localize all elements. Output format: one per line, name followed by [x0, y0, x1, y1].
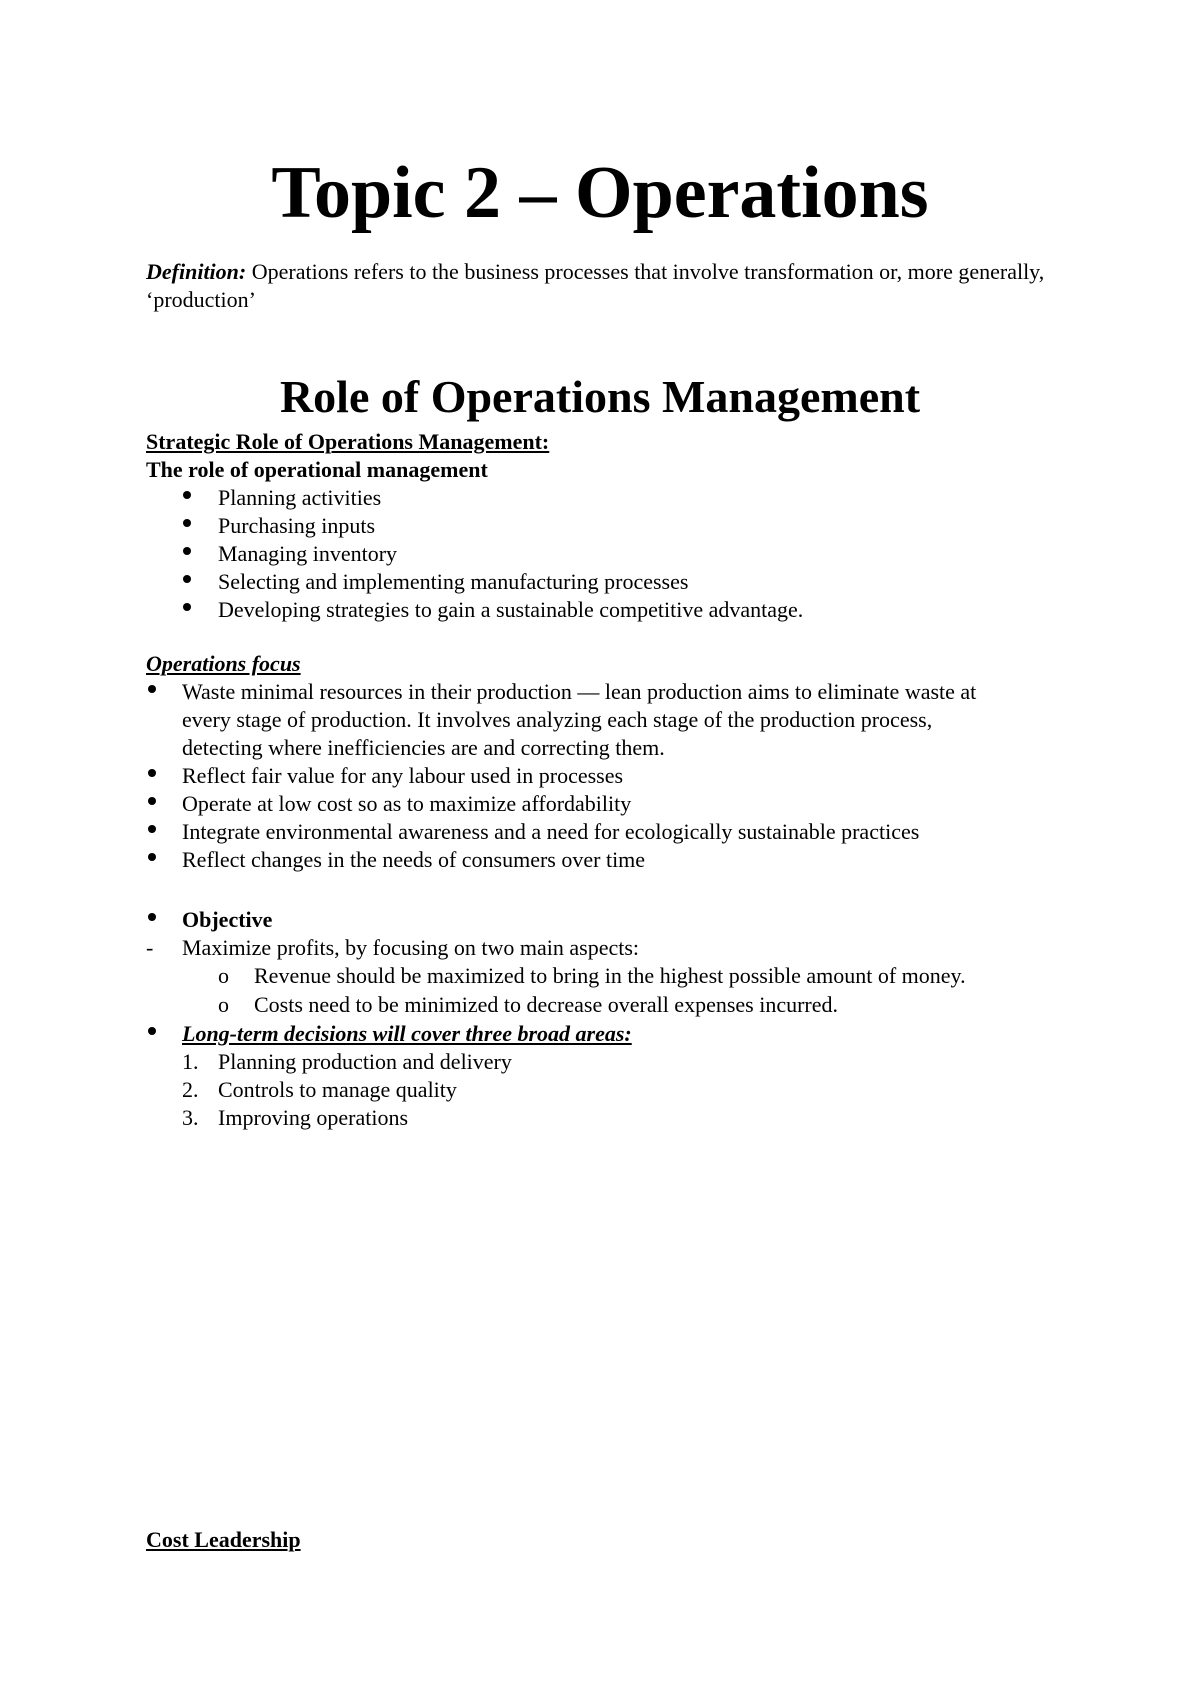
- objective-intro: Maximize profits, by focusing on two main aspects:: [182, 935, 640, 960]
- cost-leadership-heading: Cost Leadership: [146, 1527, 301, 1552]
- list-item-continuation: detecting where inefficiencies are and correcting them.: [182, 735, 665, 760]
- list-item-continuation: every stage of production. It involves analyzing each stage of the production process,: [182, 707, 933, 732]
- bullet-marker: [148, 825, 156, 833]
- objective-label: Objective: [182, 907, 273, 932]
- strategic-heading: Strategic Role of Operations Management:: [146, 429, 550, 454]
- numbered-list-item: Controls to manage quality: [218, 1077, 457, 1102]
- bullet-marker: [148, 1027, 156, 1035]
- list-item: Waste minimal resources in their production — lean production aims to eliminate waste at: [182, 679, 977, 704]
- list-number: 3.: [182, 1105, 199, 1130]
- bullet-marker: [183, 491, 191, 499]
- list-item: Developing strategies to gain a sustainable competitive advantage.: [218, 597, 804, 622]
- list-item: Operate at low cost so as to maximize affordability: [182, 791, 632, 816]
- list-item: Purchasing inputs: [218, 513, 376, 538]
- definition-label: Definition:: [146, 259, 247, 284]
- bullet-marker: [183, 603, 191, 611]
- list-item: Planning activities: [218, 485, 382, 510]
- definition-paragraph: [146, 258, 1076, 314]
- list-item: Reflect fair value for any labour used in processes: [182, 763, 624, 788]
- bullet-marker: [183, 519, 191, 527]
- list-item: Managing inventory: [218, 541, 398, 566]
- sub-bullet-marker: o: [218, 992, 229, 1017]
- list-item: Selecting and implementing manufacturing processes: [218, 569, 689, 594]
- bullet-marker: [183, 547, 191, 555]
- long-term-heading: Long-term decisions will cover three broad areas:: [182, 1021, 632, 1046]
- dash-marker: -: [146, 935, 154, 960]
- numbered-list-item: Planning production and delivery: [218, 1049, 512, 1074]
- bullet-marker: [183, 575, 191, 583]
- sub-list-item: Revenue should be maximized to bring in the highest possible amount of money.: [254, 963, 966, 988]
- bullet-marker: [148, 797, 156, 805]
- section-heading: Role of Operations Management: [279, 371, 921, 422]
- list-number: 2.: [182, 1077, 199, 1102]
- list-number: 1.: [182, 1049, 199, 1074]
- bullet-marker: [148, 913, 156, 921]
- bullet-marker: [148, 685, 156, 693]
- list-item: Reflect changes in the needs of consumers over time: [182, 847, 646, 872]
- focus-heading: Operations focus: [146, 651, 301, 676]
- role-heading: The role of operational management: [146, 457, 488, 482]
- sub-bullet-marker: o: [218, 963, 229, 988]
- definition-text: Operations refers to the business processes that involve transformation or, more generally, ‘production’: [146, 259, 1045, 312]
- numbered-list-item: Improving operations: [218, 1105, 409, 1130]
- bullet-marker: [148, 769, 156, 777]
- bullet-marker: [148, 853, 156, 861]
- sub-list-item: Costs need to be minimized to decrease overall expenses incurred.: [254, 992, 839, 1017]
- list-item: Integrate environmental awareness and a need for ecologically sustainable practices: [182, 819, 920, 844]
- page-title: Topic 2 – Operations: [271, 152, 929, 234]
